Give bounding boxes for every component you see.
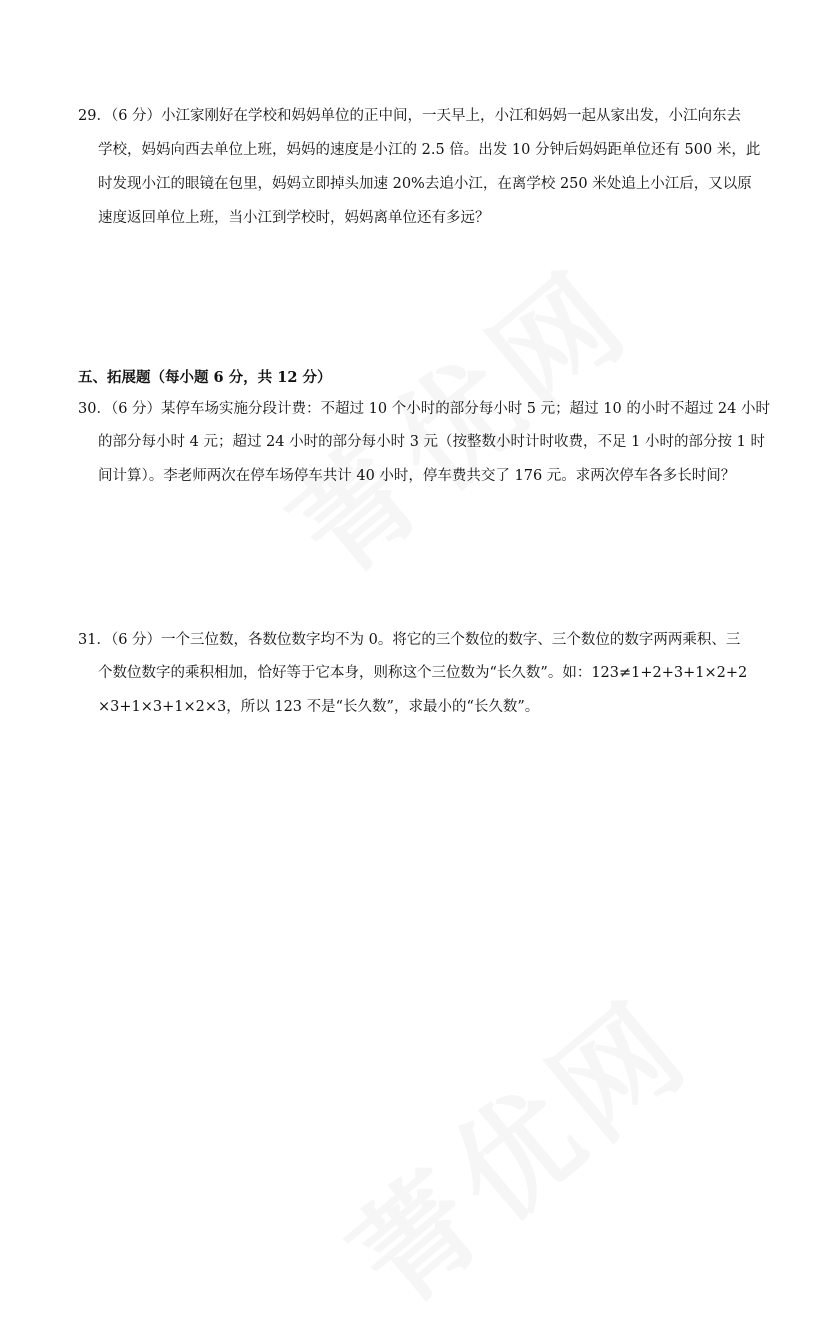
question-29-line-2: 学校，妈妈向西去单位上班，妈妈的速度是小江的 2.5 倍。出发 10 分钟后妈妈距单位还有 500 米，此 <box>98 142 761 158</box>
question-30-line-1: 30．（6 分）某停车场实施分段计费：不超过 10 个小时的部分每小时 5 元；超过 10 的小时不超过 24 小时 <box>78 401 770 417</box>
question-29-line-4: 速度返回单位上班，当小江到学校时，妈妈离单位还有多远？ <box>98 210 490 226</box>
question-31-line-1: 31．（6 分）一个三位数，各数位数字均不为 0。将它的三个数位的数字、三个数位的数字两两乘积、三 <box>78 632 741 648</box>
question-31-line-3: ×3+1×3+1×2×3，所以 123 不是“长久数”，求最小的“长久数”。 <box>98 699 540 715</box>
question-29-line-3: 时发现小江的眼镜在包里，妈妈立即掉头加速 20%去追小江，在离学校 250 米处追上小江后，又以原 <box>98 176 752 192</box>
question-30-line-3: 间计算）。李老师两次在停车场停车共计 40 小时，停车费共交了 176 元。求两次停车各多长时间？ <box>98 468 736 484</box>
question-30-line-2: 的部分每小时 4 元；超过 24 小时的部分每小时 3 元（按整数小时计时收费，不足 1 小时的部分按 1 时 <box>98 434 765 450</box>
question-31-line-2: 个数位数字的乘积相加，恰好等于它本身，则称这个三位数为“长久数”。如：123≠1+2+3+1×2+2 <box>98 665 748 681</box>
watermark-logo-lower <box>310 955 719 1337</box>
question-29-line-1: 29．（6 分）小江家刚好在学校和妈妈单位的正中间，一天早上，小江和妈妈一起从家出发，小江向东去 <box>78 108 742 124</box>
section-title: 五、拓展题（每小题 6 分，共 12 分） <box>78 369 332 386</box>
